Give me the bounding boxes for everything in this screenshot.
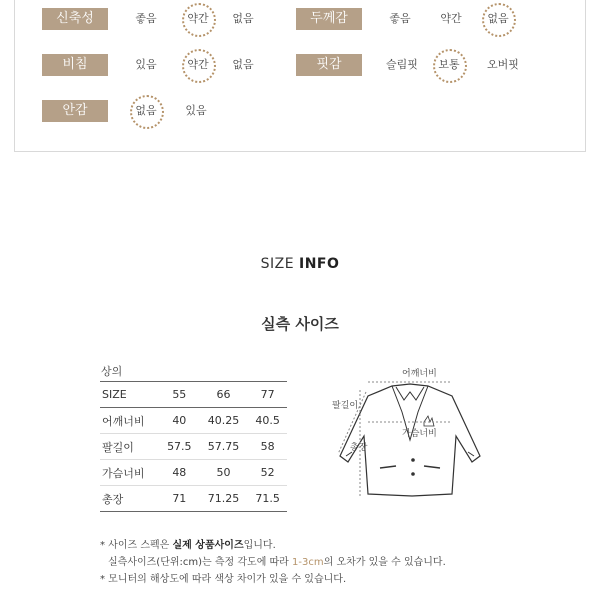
feature-option: 슬림핏	[386, 58, 418, 71]
feature-option: 있음	[135, 58, 157, 71]
measurement-subtitle: 실측 사이즈	[261, 315, 339, 333]
table-cell: 어깨너비	[100, 408, 160, 434]
table-cell: 팔길이	[100, 434, 160, 460]
feature-label-lining: 안감	[42, 100, 108, 122]
note-text: 실측사이즈(단위:cm)는 측정 각도에 따라	[108, 557, 293, 568]
size-info-bold: INFO	[299, 256, 340, 272]
table-cell: 58	[248, 434, 287, 460]
size-notes	[100, 537, 446, 588]
feature-label-fit: 핏감	[296, 54, 362, 76]
feature-option: 없음	[232, 12, 254, 25]
table-row	[100, 434, 287, 460]
table-cell: 50	[199, 460, 249, 486]
table-cell: 71.5	[248, 486, 287, 512]
feature-option-selected: 보통	[429, 58, 469, 72]
table-cell: 71	[160, 486, 199, 512]
table-cell: 40.25	[199, 408, 249, 434]
table-cell: SIZE	[100, 382, 160, 408]
feature-option: 오버핏	[487, 58, 519, 71]
table-cell: 66	[199, 382, 249, 408]
table-row	[100, 460, 287, 486]
table-row	[100, 408, 287, 434]
table-cell: 40.5	[248, 408, 287, 434]
table-row	[100, 486, 287, 512]
feature-option-selected: 약간	[178, 12, 218, 26]
table-cell: 40	[160, 408, 199, 434]
note-text: 의 오차가 있을 수 있습니다.	[323, 557, 446, 568]
table-cell: 57.5	[160, 434, 199, 460]
feature-option-selected: 없음	[478, 12, 518, 26]
feature-option: 없음	[232, 58, 254, 71]
length-measure-label: 총장	[350, 443, 368, 453]
table-header-row	[100, 382, 287, 408]
table-cell: 48	[160, 460, 199, 486]
jacket-button	[411, 472, 415, 476]
note-line	[100, 554, 446, 571]
shoulder-measure-label: 어깨너비	[402, 369, 437, 379]
table-cell: 52	[248, 460, 287, 486]
size-table	[100, 381, 287, 512]
note-accent: 1-3cm	[292, 557, 324, 568]
size-info-prefix: SIZE	[260, 256, 295, 272]
table-cell: 57.75	[199, 434, 249, 460]
feature-label-thickness: 두께감	[296, 8, 362, 30]
table-cell: 가슴너비	[100, 460, 160, 486]
feature-option: 있음	[185, 104, 207, 117]
feature-option-selected: 약간	[178, 58, 218, 72]
table-cell: 71.25	[199, 486, 249, 512]
jacket-measurement-diagram	[330, 356, 490, 506]
feature-option: 약간	[440, 12, 462, 25]
feature-option-selected: 없음	[126, 104, 166, 118]
category-label: 상의	[101, 365, 123, 378]
size-info-heading	[0, 256, 600, 272]
note-text: 입니다.	[243, 540, 276, 551]
jacket-button	[411, 458, 415, 462]
feature-label-sheerness: 비침	[42, 54, 108, 76]
sleeve-measure-label: 팔길이	[332, 401, 359, 411]
table-cell: 55	[160, 382, 199, 408]
note-bold: 실제 상품사이즈	[172, 540, 244, 551]
feature-option: 좋음	[389, 12, 411, 25]
table-cell: 77	[248, 382, 287, 408]
chest-measure-label: 가슴너비	[402, 429, 437, 439]
fabric-feature-box	[14, 0, 586, 152]
note-line: * 모니터의 해상도에 따라 색상 차이가 있을 수 있습니다.	[100, 574, 347, 585]
note-text: * 사이즈 스펙은	[100, 540, 173, 551]
feature-label-stretch: 신축성	[42, 8, 108, 30]
note-line	[100, 537, 446, 554]
feature-option: 좋음	[135, 12, 157, 25]
table-cell: 총장	[100, 486, 160, 512]
